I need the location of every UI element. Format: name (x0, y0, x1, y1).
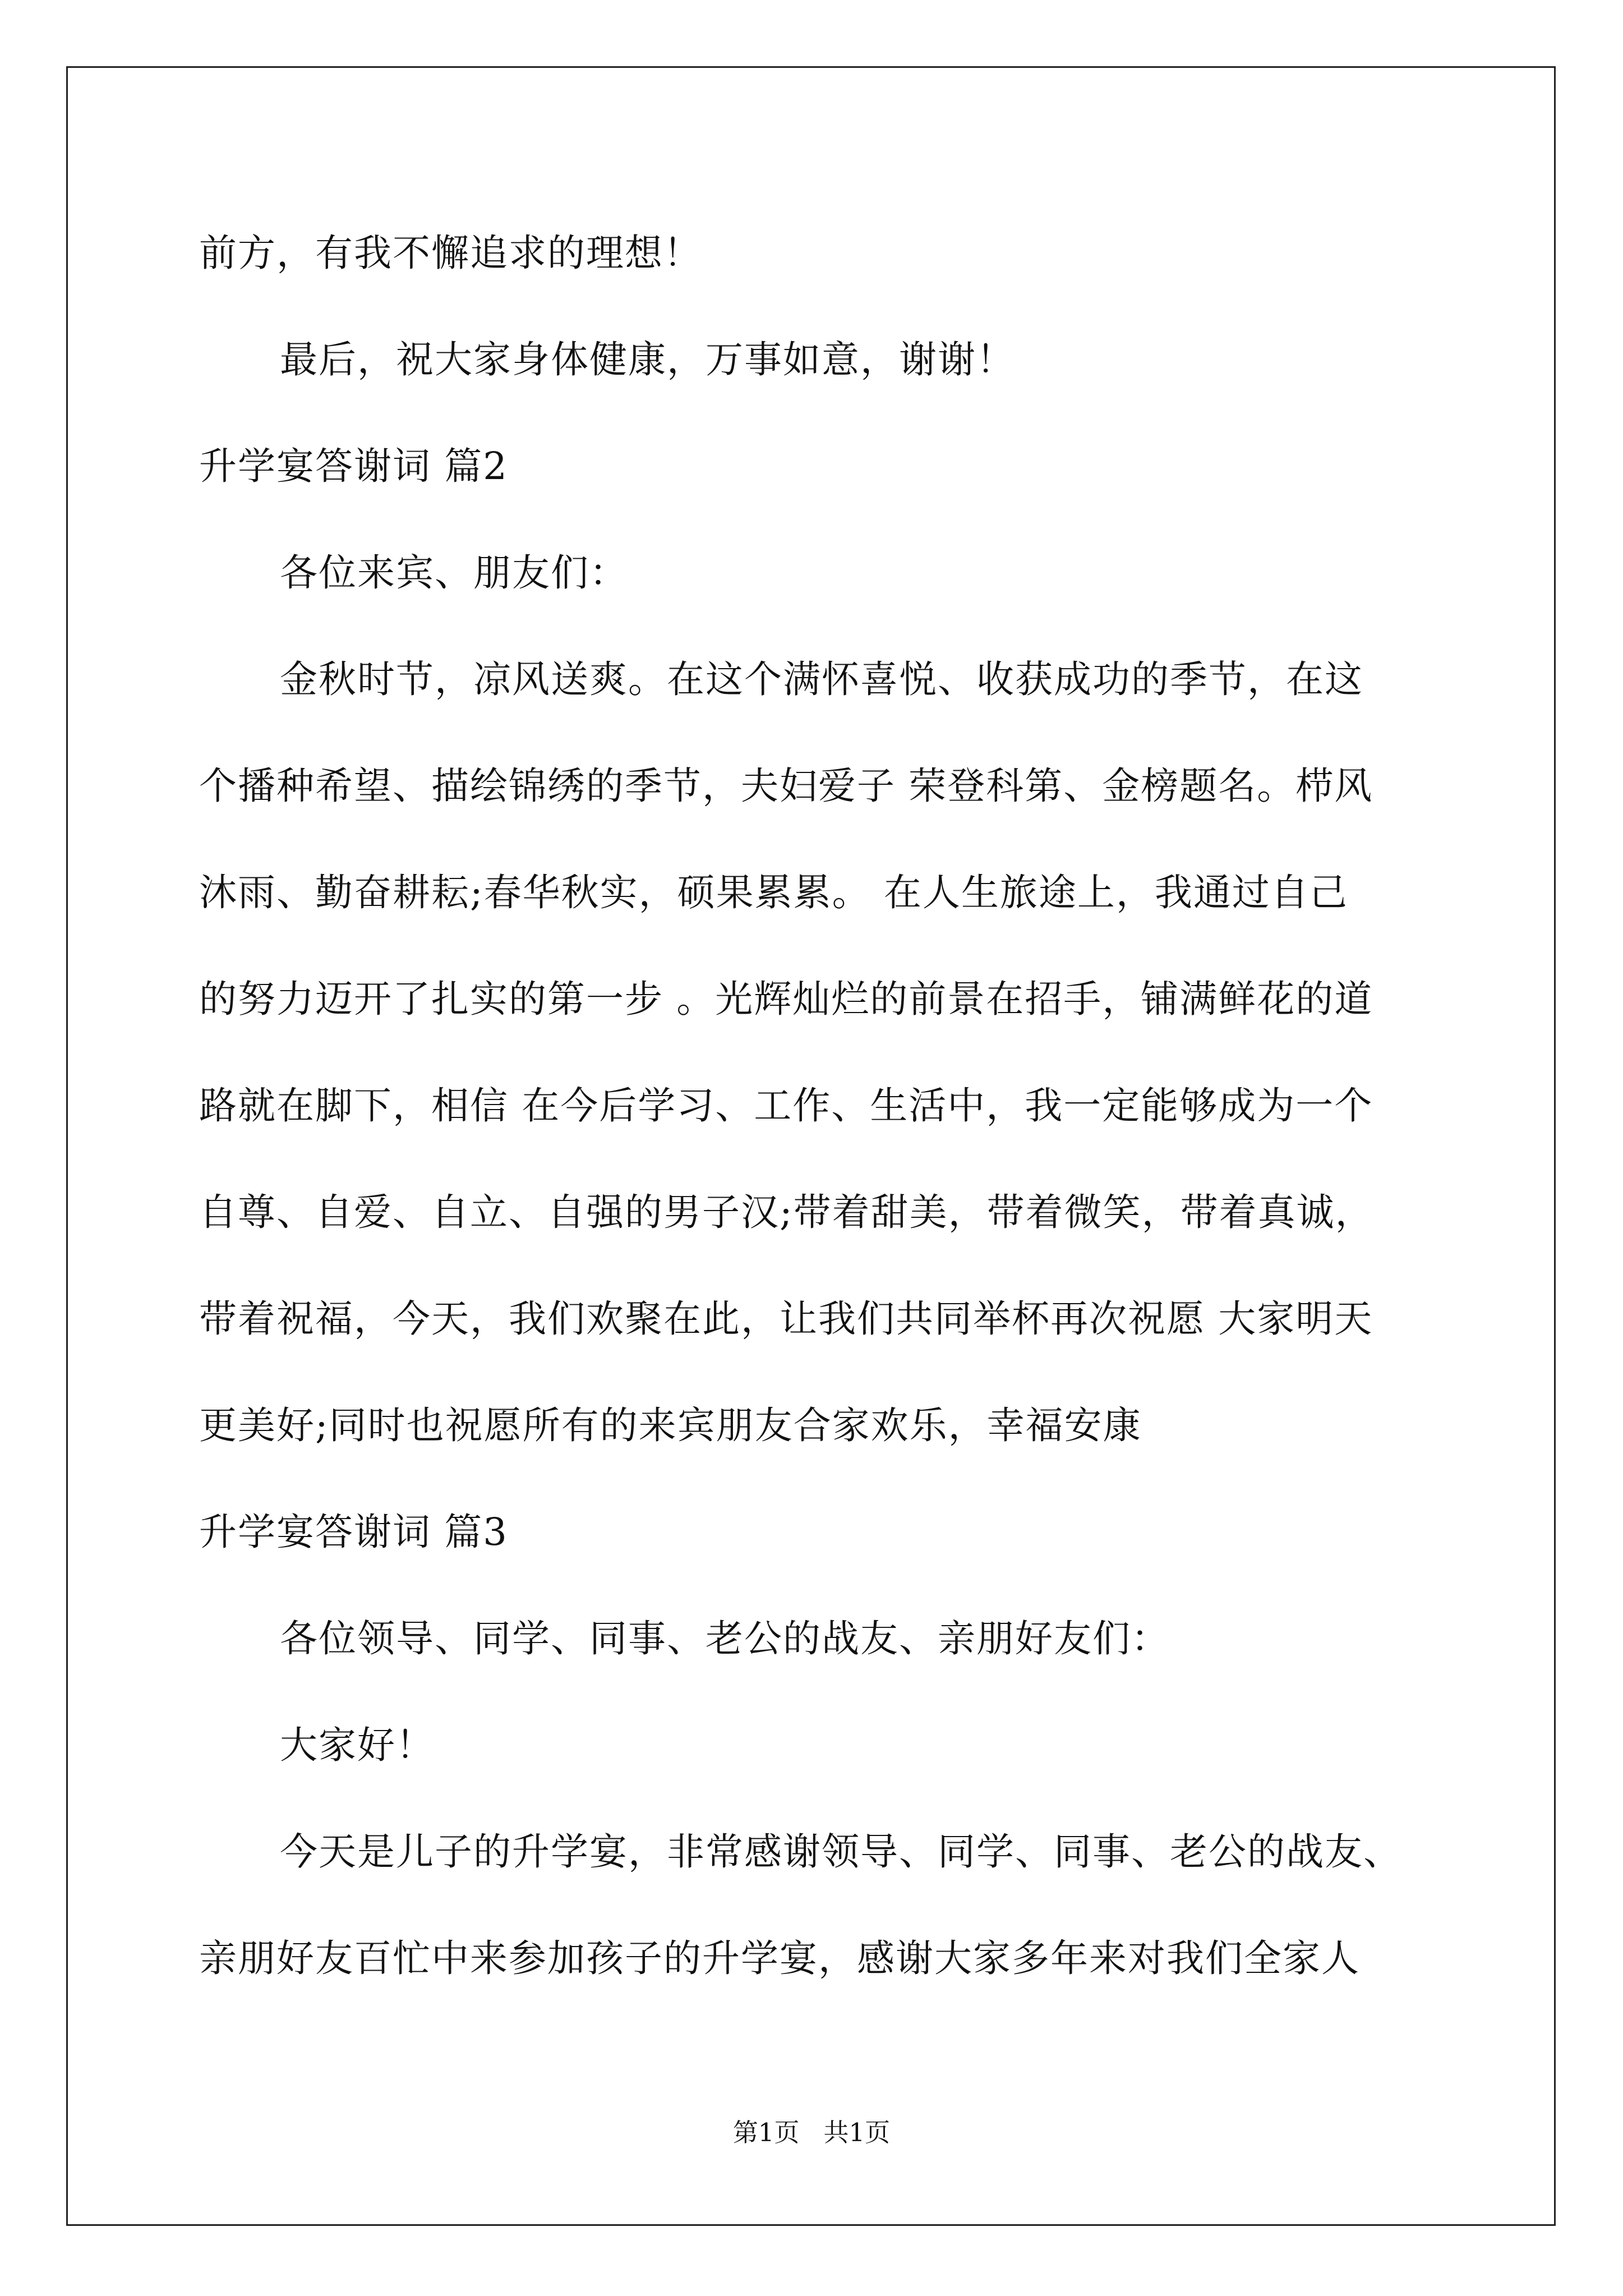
paragraph-line: 亲朋好友百忙中来参加孩子的升学宴，感谢大家多年来对我们全家人 (199, 1936, 1360, 1980)
paragraph-line: 最后，祝大家身体健康，万事如意，谢谢！ (280, 338, 1015, 381)
paragraph-line: 更美好;同时也祝愿所有的来宾朋友合家欢乐，幸福安康 (199, 1404, 1142, 1447)
paragraph-line: 大家好！ (280, 1723, 435, 1767)
paragraph-line: 今天是儿子的升学宴，非常感谢领导、同学、同事、老公的战友、 (280, 1830, 1402, 1874)
paragraph-line: 路就在脚下，相信 在今后学习、工作、生活中，我一定能够成为一个 (199, 1084, 1373, 1128)
paragraph-line: 沐雨、勤奋耕耘;春华秋实，硕果累累。 在人生旅途上，我通过自己 (199, 871, 1348, 914)
page-number-footer: 第1页 共1页 (732, 2118, 891, 2147)
paragraph-line: 自尊、自爱、自立、自强的男子汉;带着甜美，带着微笑，带着真诚， (199, 1190, 1374, 1234)
paragraph-line: 个播种希望、描绘锦绣的季节，夫妇爱子 荣登科第、金榜题名。栉风 (199, 764, 1373, 808)
paragraph-line: 的努力迈开了扎实的第一步 。光辉灿烂的前景在招手，铺满鲜花的道 (199, 977, 1373, 1021)
paragraph-line: 各位领导、同学、同事、老公的战友、亲朋好友们： (280, 1617, 1170, 1660)
paragraph-line: 带着祝福，今天，我们欢聚在此，让我们共同举杯再次祝愿 大家明天 (199, 1297, 1373, 1341)
paragraph-line: 各位来宾、朋友们： (280, 551, 628, 595)
paragraph-line: 金秋时节，凉风送爽。在这个满怀喜悦、收获成功的季节，在这 (280, 657, 1363, 701)
section-heading: 升学宴答谢词 篇3 (199, 1510, 508, 1554)
paragraph-line: 前方，有我不懈追求的理想！ (199, 231, 702, 275)
document-body (199, 205, 1489, 2017)
section-heading: 升学宴答谢词 篇2 (199, 444, 508, 488)
